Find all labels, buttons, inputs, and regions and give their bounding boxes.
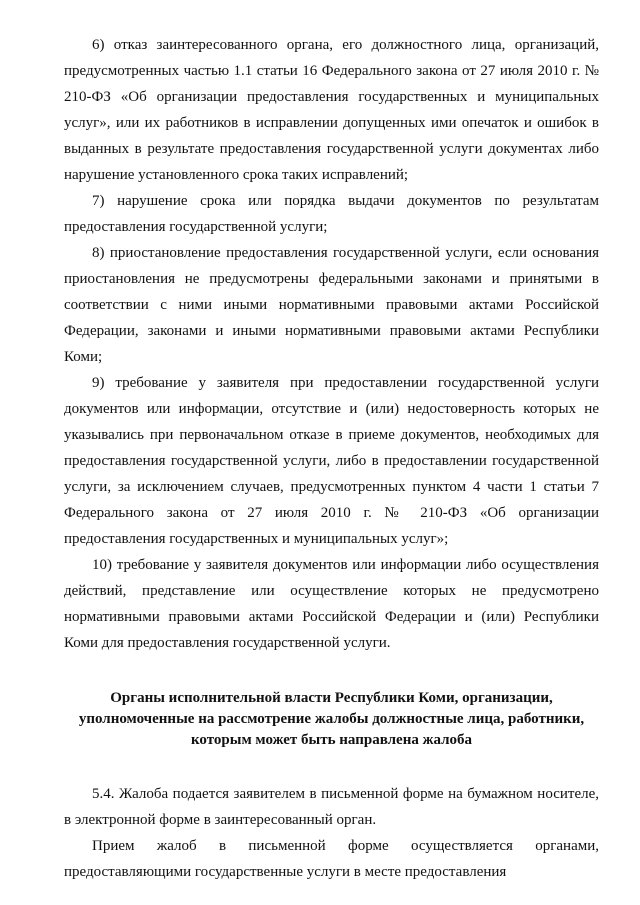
paragraph-item-8: 8) приостановление предоставления государственной услуги, если основания приостановления не предусмотрены федеральными законами и принятыми в соответствии с ними иными нормативными правовыми актами Российской Федерации, законами и иными нормативными правовыми актами Республики Коми; [64,245,599,365]
paragraph-item-9: 9) требование у заявителя при предоставлении государственной услуги документов или информации, отсутствие и (или) недостоверность которых не указывались при первоначальном отказе в приеме документов, необходимых для предоставления государственной услуги, либо в предоставлении государственной услуги, за исключением случаев, предусмотренных пунктом 4 части 1 статьи 7 Федерального закона от 27 июля 2010 г. № 210-ФЗ «Об организации предоставления государственных и муниципальных услуг»; [64,375,599,547]
paragraph-item-6: 6) отказ заинтересованного органа, его должностного лица, организаций, предусмотренных частью 1.1 статьи 16 Федерального закона от 27 июля 2010 г. № 210-ФЗ «Об организации предоставления государственных и муниципальных услуг», или их работников в исправлении допущенных ими опечаток и ошибок в выданных в результате предоставления государственной услуги документах либо нарушение установленного срока таких исправлений; [64,37,599,183]
paragraph-complaint-receipt: Прием жалоб в письменной форме осуществляется органами, предоставляющими государственные услуги в месте предоставления [64,838,599,880]
paragraph-item-7: 7) нарушение срока или порядка выдачи документов по результатам предоставления государственной услуги; [64,193,599,235]
document-body [64,32,599,885]
paragraph-5-4: 5.4. Жалоба подается заявителем в письменной форме на бумажном носителе, в электронной форме в заинтересованный орган. [64,786,599,828]
paragraph-item-10: 10) требование у заявителя документов или информации либо осуществления действий, представление или осуществление которых не предусмотрено нормативными правовыми актами Российской Федерации и (или) Республики Коми для предоставления государственной услуги. [64,557,599,651]
section-heading: Органы исполнительной власти Республики Коми, организации, уполномоченные на рассмотрение жалобы должностные лица, работники, которым может быть направлена жалоба [78,690,585,748]
